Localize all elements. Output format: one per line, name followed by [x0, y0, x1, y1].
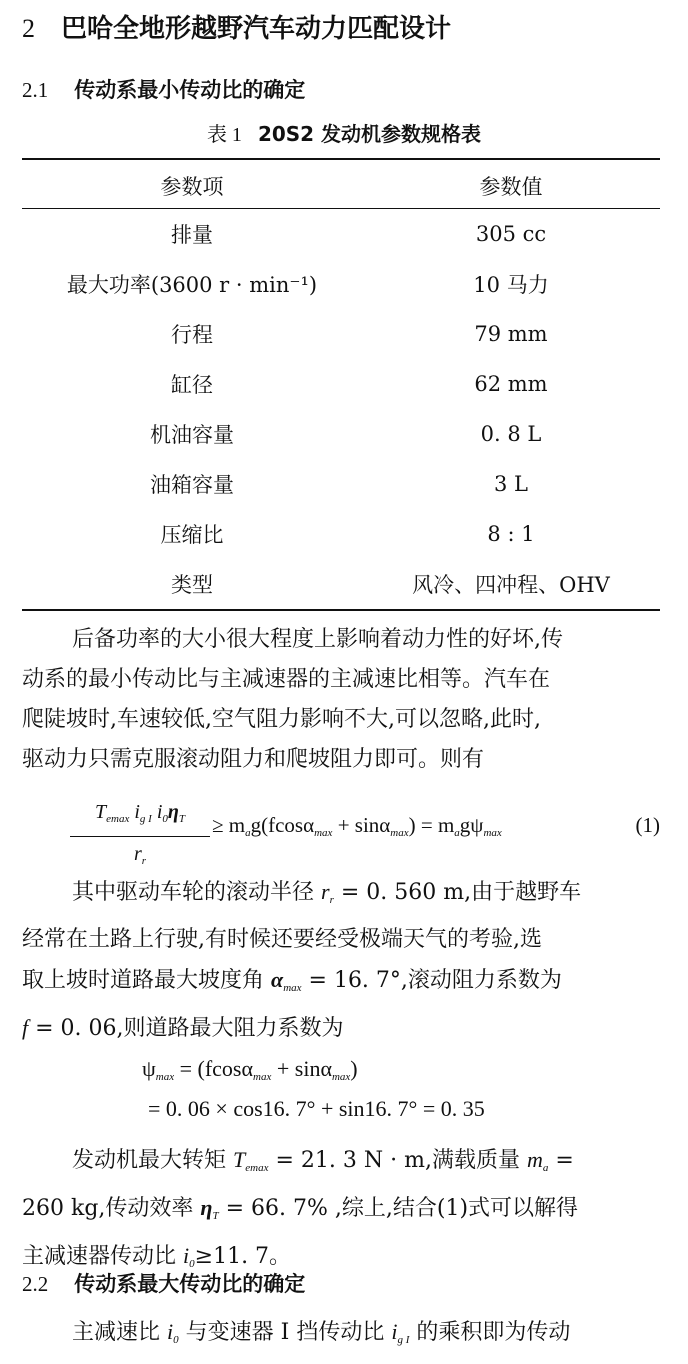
subsection-number: 2.1 [22, 78, 49, 102]
subsection-heading-2-2 [22, 1268, 305, 1298]
table-cell: 机油容量 [150, 423, 234, 447]
subsection-heading-2-1 [22, 74, 305, 104]
paragraph-wheel-radius [22, 872, 662, 1049]
paragraph-line: 驱动力只需克服滚动阻力和爬坡阻力即可。则有 [22, 747, 485, 772]
subsection-title: 传动系最小传动比的确定 [74, 78, 306, 102]
paragraph-max-ratio [22, 1312, 662, 1360]
table-row [22, 259, 660, 309]
table-cell: 62 mm [474, 372, 548, 396]
table-cell: 305 cc [475, 222, 547, 246]
paragraph-backup-power [22, 620, 662, 780]
equation-number: (1) [635, 813, 660, 837]
engine-params-table [22, 162, 660, 609]
paragraph-line: 后备功率的大小很大程度上影响着动力性的好坏,传 [72, 627, 563, 652]
table-row [22, 559, 660, 609]
subsection-title: 传动系最大传动比的确定 [74, 1272, 306, 1296]
equation-1-rhs: ≥ $m_ag(fcos\alpha_{max} + \sin\alpha_{max}) = m_ag\psi_{max}$ [212, 813, 502, 839]
table-cell: 缸径 [171, 373, 213, 397]
paragraph-line: 动系的最小传动比与主减速器的主减速比相等。汽车在 [22, 667, 551, 692]
table-cell: 0. 8 L [480, 422, 542, 446]
table-cell: 8 : 1 [487, 522, 535, 546]
table-cell: 类型 [171, 573, 213, 597]
table-row [22, 409, 660, 459]
table-caption [0, 118, 688, 147]
equation-2-line-2: = 0. 06 × cos16. 7° + sin16. 7° = 0. 35 [148, 1096, 485, 1121]
equation-1 [70, 797, 660, 871]
paragraph-line: 发动机最大转矩 $T_{emax} = 21$. 3 N · m,满载质量 $m_a$ = [72, 1147, 574, 1174]
equation-1-fraction [70, 797, 210, 876]
paragraph-line: 爬陡坡时,车速较低,空气阻力影响不大,可以忽略,此时, [22, 707, 541, 732]
table-row [22, 309, 660, 359]
subsection-number: 2.2 [22, 1272, 49, 1296]
paragraph-line: f = 0. 06,则道路最大阻力系数为 [22, 1015, 344, 1041]
table-cell: 3 L [494, 472, 528, 496]
table-cell: 油箱容量 [150, 473, 234, 497]
fraction-denominator: $r_r$ [133, 843, 147, 867]
table-caption-number: 表 1 [206, 124, 242, 146]
fraction-numerator: $T_{emax}$ $i_{g I}$ $i_0\eta_T$ [95, 801, 185, 825]
table-row [22, 209, 660, 259]
equation-2-line-1: $\psi_{max} = (fcos\alpha_{max} + \sin\alpha_{max})$ [142, 1056, 358, 1083]
paragraph-line: 主减速比 $i_0$ 与变速器 I 挡传动比 $i_{g I}$ 的乘积即为传动 [72, 1319, 571, 1346]
paragraph-line: 取上坡时道路最大坡度角 $\alpha_{max} = 16$. 7°,滚动阻力系数为 [22, 967, 562, 994]
table-header-row [22, 162, 660, 209]
paragraph-line: 主减速器传动比 $i_0\ge 11$. 7。 [22, 1243, 292, 1270]
fraction-bar [70, 836, 210, 837]
paragraph-max-torque [22, 1140, 662, 1284]
table-cell: 排量 [171, 223, 213, 247]
table-cell: 行程 [171, 323, 213, 347]
section-number: 2 [22, 14, 35, 43]
table-cell: 最大功率(3600 r · min⁻¹) [66, 273, 318, 297]
table-top-rule [22, 158, 660, 160]
paragraph-line: 经常在土路上行驶,有时候还要经受极端天气的考验,选 [22, 927, 542, 952]
table-cell: 79 mm [474, 322, 548, 346]
table-row [22, 359, 660, 409]
table-cell: 10 马力 [473, 273, 549, 297]
section-title: 巴哈全地形越野汽车动力匹配设计 [61, 14, 452, 44]
section-heading [22, 8, 451, 45]
table-cell: 风冷、四冲程、OHV [412, 573, 610, 597]
table-row [22, 509, 660, 559]
paragraph-line: 其中驱动车轮的滚动半径 $r_r = 0$. 560 m,由于越野车 [72, 879, 582, 906]
table-header-param: 参数项 [160, 174, 224, 199]
paragraph-line: 260 kg,传动效率 $\eta_T = 66$. 7% ,综上,结合(1)式可以解得 [22, 1195, 579, 1222]
table-row [22, 459, 660, 509]
table-caption-text: 20S2 发动机参数规格表 [257, 122, 482, 146]
table-bottom-rule [22, 609, 660, 611]
table-header-value: 参数值 [479, 174, 543, 199]
table-cell: 压缩比 [160, 523, 224, 547]
